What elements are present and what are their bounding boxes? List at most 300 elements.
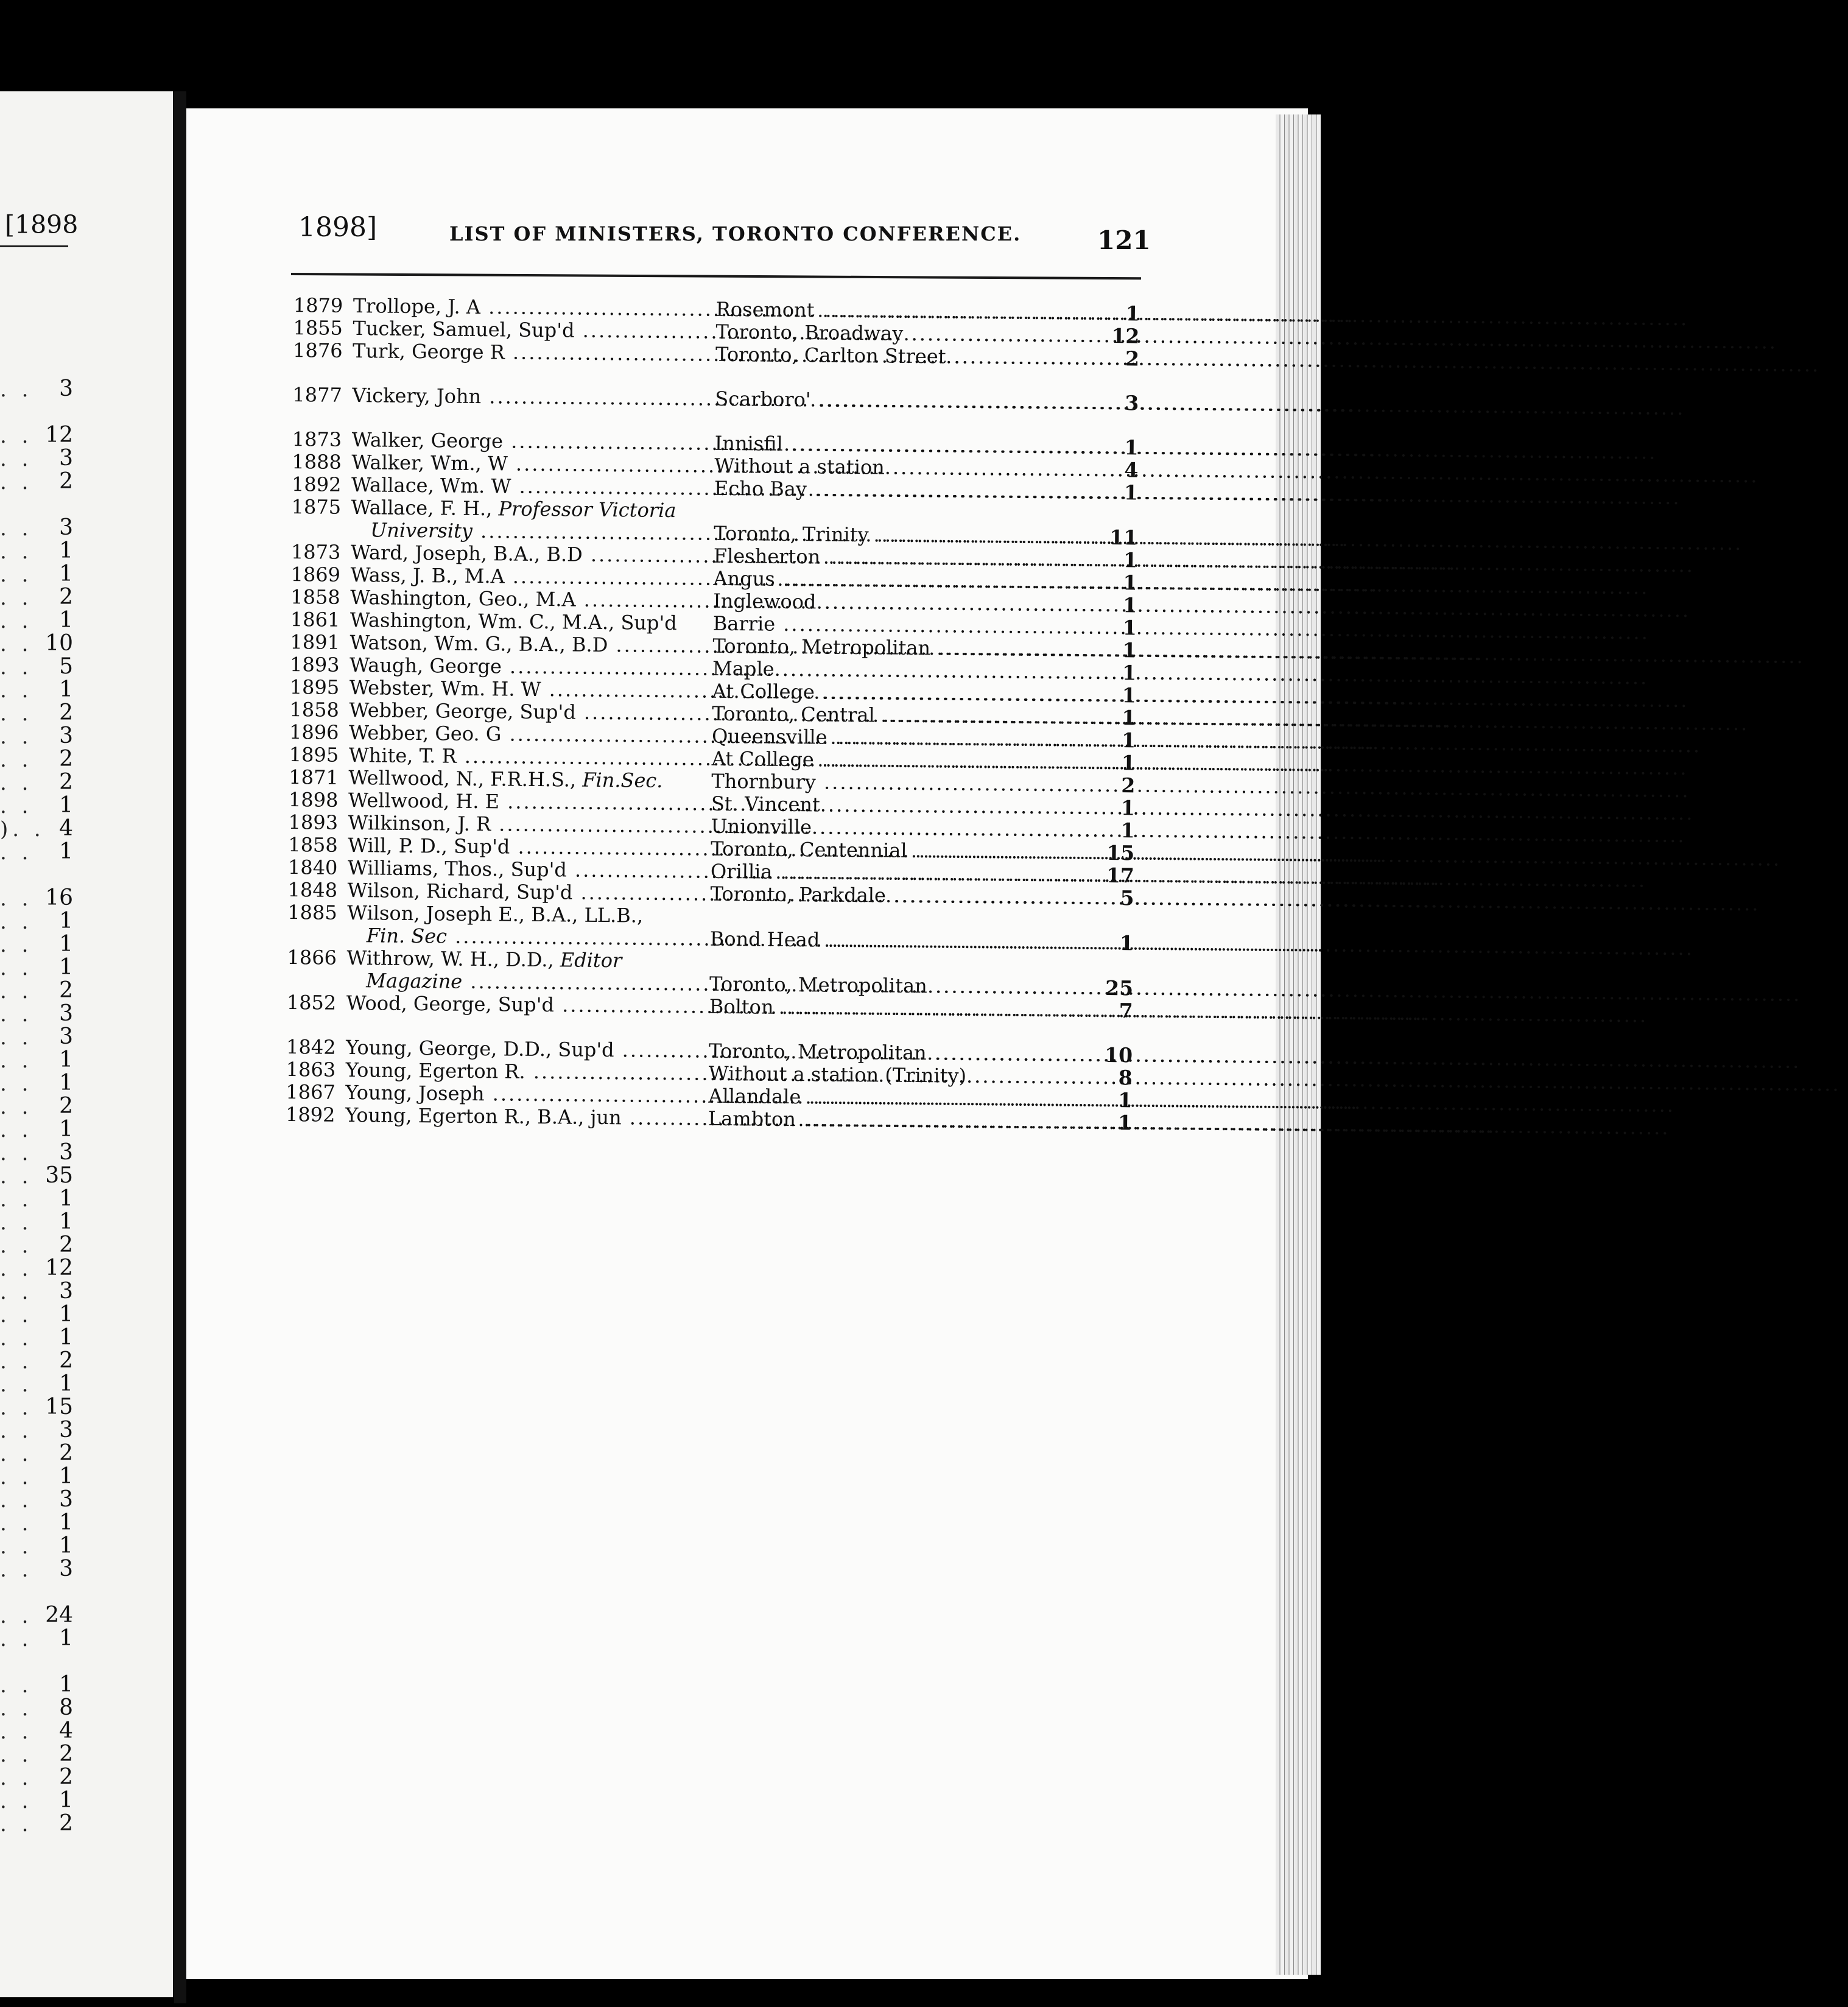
facing-page-leader: . . bbox=[0, 516, 33, 541]
facing-page-row bbox=[0, 1025, 173, 1049]
minister-name-text: Watson, Wm. G., B.A., B.D bbox=[350, 631, 608, 657]
facing-page-number: 2 bbox=[59, 1441, 73, 1466]
facing-page-row bbox=[0, 470, 173, 493]
years-count: 10 bbox=[1104, 1042, 1133, 1067]
facing-page-leader: . . bbox=[0, 447, 33, 471]
facing-page-number: 4 bbox=[59, 816, 73, 841]
facing-page-number: 1 bbox=[59, 608, 73, 633]
facing-page-leader: . . bbox=[0, 1465, 33, 1489]
facing-page-leader: . . bbox=[0, 378, 33, 402]
facing-page-row bbox=[0, 424, 173, 447]
station: At College ..... bbox=[712, 747, 1095, 774]
facing-page-row bbox=[0, 1720, 173, 1743]
facing-page-leader: . . bbox=[0, 748, 33, 772]
minister-name-text: Turk, George R bbox=[352, 339, 505, 364]
facing-page-row bbox=[0, 1002, 173, 1025]
minister-name-text: Wallace, Wm. W bbox=[351, 473, 511, 498]
facing-page-leader: . . bbox=[0, 910, 33, 934]
facing-page-row bbox=[0, 655, 173, 678]
facing-page-leader: . . bbox=[0, 678, 33, 703]
facing-page-leader: . . bbox=[0, 1025, 33, 1050]
facing-page-number: 2 bbox=[59, 1811, 73, 1836]
facing-page-leader: . . bbox=[0, 1280, 33, 1304]
station: Lambton ..... bbox=[708, 1107, 1092, 1134]
entry-year: 1879 bbox=[293, 293, 343, 317]
facing-page-number: 1 bbox=[59, 561, 73, 586]
minister-name bbox=[352, 384, 711, 410]
station: Barrie ..... bbox=[713, 612, 1097, 639]
facing-page-leader: . . bbox=[0, 1002, 33, 1027]
facing-page-row bbox=[0, 1465, 173, 1488]
facing-page-number: 1 bbox=[59, 1117, 73, 1142]
facing-page-leader: . . bbox=[0, 1627, 33, 1651]
facing-page-number: 1 bbox=[59, 1186, 73, 1211]
years-count: 1 bbox=[1120, 796, 1136, 820]
facing-page-leader: . . bbox=[0, 771, 33, 795]
facing-page-number: 3 bbox=[59, 446, 73, 471]
station: Toronto, Metropolitan ..... bbox=[712, 634, 1096, 661]
facing-page-number: 1 bbox=[59, 538, 73, 563]
entry-year: 1858 bbox=[288, 833, 338, 857]
facing-page-row bbox=[0, 1673, 173, 1696]
facing-page-leader: . . bbox=[0, 1604, 33, 1628]
facing-page-number: 15 bbox=[45, 1394, 73, 1419]
facing-page-row bbox=[0, 701, 173, 725]
ministers-list bbox=[279, 293, 1146, 1133]
facing-page-leader: ). . bbox=[0, 817, 45, 842]
facing-page-number: 16 bbox=[45, 885, 73, 910]
facing-page-number: 1 bbox=[59, 1510, 73, 1535]
entry-year: 1898 bbox=[288, 788, 339, 812]
facing-page-row bbox=[0, 1303, 173, 1326]
entry-year: 1893 bbox=[289, 653, 340, 677]
years-count: 8 bbox=[1118, 1066, 1133, 1090]
facing-page-row bbox=[0, 1280, 173, 1303]
station: Bolton ..... bbox=[709, 995, 1093, 1022]
facing-page-leader: . . bbox=[0, 1072, 33, 1096]
facing-page-leader: . . bbox=[0, 609, 33, 633]
facing-page-leader: . . bbox=[0, 632, 33, 656]
minister-name-text: Young, Egerton R., B.A., jun bbox=[345, 1103, 622, 1130]
facing-page-leader: . . bbox=[0, 1326, 33, 1351]
facing-page-header: [1898 bbox=[5, 210, 79, 239]
station: Allandale ..... bbox=[708, 1084, 1092, 1111]
facing-page-row bbox=[0, 1118, 173, 1141]
years-count: 2 bbox=[1125, 346, 1140, 371]
entry-year: 1895 bbox=[289, 743, 339, 767]
facing-page-number: 3 bbox=[59, 723, 73, 748]
station: Unionville ..... bbox=[711, 815, 1094, 842]
facing-page bbox=[0, 91, 173, 1997]
facing-page-number: 1 bbox=[59, 909, 73, 933]
facing-page-number: 1 bbox=[59, 1209, 73, 1234]
running-head-title: LIST OF MINISTERS, TORONTO CONFERENCE. bbox=[449, 222, 1022, 245]
entry-year: 1891 bbox=[290, 630, 340, 654]
minister-name-text: Wellwood, N., F.R.H.S., bbox=[348, 766, 577, 792]
station: Scarboro' ..... bbox=[715, 387, 1098, 414]
facing-page-row bbox=[0, 1743, 173, 1766]
facing-page-row bbox=[0, 540, 173, 563]
station: Angus ..... bbox=[713, 567, 1097, 594]
minister-name-text: White, T. R bbox=[348, 743, 457, 768]
facing-page-number: 1 bbox=[59, 839, 73, 864]
facing-page-leader: . . bbox=[0, 1234, 33, 1258]
facing-page-leader: . . bbox=[0, 956, 33, 980]
facing-page-row bbox=[0, 771, 173, 794]
station: Orillia ..... bbox=[711, 860, 1094, 887]
entry-year: 1895 bbox=[289, 675, 340, 699]
facing-page-row bbox=[0, 1766, 173, 1789]
facing-page-leader: . . bbox=[0, 1673, 33, 1698]
years-count: 4 bbox=[1124, 458, 1139, 482]
facing-page-row bbox=[0, 516, 173, 540]
years-count: 1 bbox=[1123, 548, 1138, 572]
minister-name-text: Young, Joseph bbox=[345, 1080, 485, 1106]
minister-name-text: Vickery, John bbox=[352, 384, 482, 409]
facing-page-leader: . . bbox=[0, 1558, 33, 1582]
minister-title-italic: University bbox=[370, 518, 473, 543]
facing-page-leader: . . bbox=[0, 563, 33, 587]
facing-page-number: 1 bbox=[59, 1070, 73, 1095]
facing-page-number: 1 bbox=[59, 1302, 73, 1327]
facing-page-row bbox=[0, 794, 173, 817]
facing-page-leader: . . bbox=[0, 701, 33, 726]
facing-page-row bbox=[0, 1627, 173, 1650]
entry-year: 1888 bbox=[292, 450, 342, 474]
facing-page-row bbox=[0, 956, 173, 979]
station: Toronto, Metropolitan ..... bbox=[709, 972, 1093, 999]
facing-page-row bbox=[0, 840, 173, 863]
facing-page-row bbox=[0, 748, 173, 771]
facing-page-leader: . . bbox=[0, 887, 33, 911]
facing-page-leader: . . bbox=[0, 1187, 33, 1212]
facing-page-leader: . . bbox=[0, 1257, 33, 1281]
minister-name-text: Ward, Joseph, B.A., B.D bbox=[350, 541, 583, 566]
minister-name-text: Williams, Thos., Sup'd bbox=[347, 856, 567, 882]
facing-page-row bbox=[0, 609, 173, 632]
minister-name bbox=[346, 991, 706, 1018]
entry-year: 1896 bbox=[289, 720, 339, 744]
entry-year: 1848 bbox=[287, 878, 338, 902]
years-count: 1 bbox=[1122, 683, 1136, 708]
facing-page-leader: . . bbox=[0, 1696, 33, 1721]
facing-page-leader: . . bbox=[0, 1349, 33, 1374]
facing-page-number: 12 bbox=[45, 423, 73, 448]
facing-page-number: 3 bbox=[59, 1487, 73, 1512]
minister-row bbox=[286, 383, 1145, 414]
facing-page-number: 1 bbox=[59, 932, 73, 957]
facing-page-number: 2 bbox=[59, 585, 73, 610]
minister-name-text: Walker, Wm., W bbox=[351, 451, 508, 476]
facing-page-row bbox=[0, 632, 173, 655]
minister-title-italic: Fin.Sec. bbox=[582, 768, 663, 792]
facing-page-number: 3 bbox=[59, 1418, 73, 1443]
minister-name-text: Washington, Geo., M.A bbox=[350, 586, 576, 611]
station: At College ..... bbox=[712, 680, 1096, 706]
facing-page-number: 3 bbox=[59, 515, 73, 540]
years-count: 1 bbox=[1121, 751, 1136, 775]
facing-page-row bbox=[0, 1650, 173, 1673]
facing-page-number: 2 bbox=[59, 469, 73, 494]
station: Without a station (Trinity) ..... bbox=[709, 1062, 1092, 1089]
entry-year: 1877 bbox=[292, 383, 343, 407]
minister-title-italic: Professor Victoria bbox=[498, 497, 676, 522]
minister-name-text: Young, George, D.D., Sup'd bbox=[345, 1035, 614, 1062]
minister-name-text: Trollope, J. A bbox=[353, 294, 481, 319]
facing-page-row bbox=[0, 1812, 173, 1835]
facing-page-row bbox=[0, 1558, 173, 1581]
years-count: 1 bbox=[1124, 435, 1139, 460]
facing-page-row bbox=[0, 1326, 173, 1349]
facing-page-number: 3 bbox=[59, 1024, 73, 1049]
facing-page-row bbox=[0, 1141, 173, 1164]
entry-year: 1885 bbox=[287, 901, 337, 924]
minister-name-text: Young, Egerton R. bbox=[345, 1058, 525, 1083]
facing-page-leader: . . bbox=[0, 1141, 33, 1165]
minister-name-text: Will, P. D., Sup'd bbox=[348, 833, 510, 859]
facing-page-row bbox=[0, 725, 173, 748]
facing-page-row bbox=[0, 1511, 173, 1534]
facing-page-leader: . . bbox=[0, 1789, 33, 1813]
facing-page-number: 1 bbox=[59, 1672, 73, 1697]
facing-page-row bbox=[0, 1581, 173, 1604]
facing-page-number: 2 bbox=[59, 1742, 73, 1766]
facing-page-number: 1 bbox=[59, 1788, 73, 1813]
facing-page-leader: . . bbox=[0, 840, 33, 865]
entry-year: 1875 bbox=[291, 495, 342, 519]
minister-name-text: Webber, Geo. G bbox=[348, 721, 502, 746]
facing-page-row bbox=[0, 1789, 173, 1812]
entry-year: 1855 bbox=[293, 316, 343, 340]
facing-page-leader: . . bbox=[0, 1373, 33, 1397]
minister-name-text: Waugh, George bbox=[349, 653, 502, 678]
facing-page-row bbox=[0, 1696, 173, 1720]
minister-name-text: Wilkinson, J. R bbox=[348, 810, 491, 836]
facing-page-number: 1 bbox=[59, 1626, 73, 1651]
years-count bbox=[1101, 503, 1138, 504]
facing-page-leader: . . bbox=[0, 1720, 33, 1744]
entry-year: 1876 bbox=[292, 339, 343, 362]
facing-page-leader: . . bbox=[0, 1442, 33, 1466]
years-count: 5 bbox=[1120, 886, 1134, 910]
facing-page-row bbox=[0, 1187, 173, 1211]
facing-page-row bbox=[0, 447, 173, 470]
station: Queensville ..... bbox=[712, 725, 1095, 751]
facing-page-number: 1 bbox=[59, 1464, 73, 1489]
facing-page-leader: . . bbox=[0, 424, 33, 448]
facing-page-leader: . . bbox=[0, 1095, 33, 1119]
years-count: 1 bbox=[1122, 593, 1137, 617]
facing-page-row bbox=[0, 1419, 173, 1442]
facing-page-leader: . . bbox=[0, 586, 33, 610]
facing-page-leader: . . bbox=[0, 725, 33, 749]
facing-page-leader: . . bbox=[0, 1164, 33, 1189]
page-number: 121 bbox=[1097, 225, 1151, 255]
facing-page-row bbox=[0, 887, 173, 910]
minister-name-text: Wilson, Richard, Sup'd bbox=[347, 878, 573, 904]
station: Thornbury ..... bbox=[711, 770, 1095, 796]
facing-page-leader: . . bbox=[0, 1049, 33, 1073]
facing-page-number: 1 bbox=[59, 677, 73, 702]
minister-name-text: Walker, George bbox=[351, 428, 504, 453]
minister-name-text: Washington, Wm. C., M.A., Sup'd bbox=[350, 608, 677, 635]
facing-page-leader: . . bbox=[0, 655, 33, 680]
years-count: 1 bbox=[1118, 1088, 1133, 1112]
facing-page-number: 3 bbox=[59, 1556, 73, 1581]
facing-page-number: 1 bbox=[59, 1371, 73, 1396]
facing-page-leader: . . bbox=[0, 1534, 33, 1559]
facing-page-number: 1 bbox=[59, 1047, 73, 1072]
years-count: 12 bbox=[1111, 323, 1140, 348]
years-count: 25 bbox=[1105, 975, 1134, 1000]
facing-page-number: 3 bbox=[59, 1001, 73, 1026]
facing-page-row bbox=[0, 817, 173, 840]
years-count: 1 bbox=[1122, 638, 1137, 663]
station: Echo Bay ..... bbox=[714, 477, 1098, 504]
facing-page-leader: . . bbox=[0, 1396, 33, 1420]
facing-page-number: 3 bbox=[59, 1140, 73, 1165]
facing-page-row bbox=[0, 401, 173, 424]
facing-page-leader: . . bbox=[0, 1419, 33, 1443]
facing-page-row bbox=[0, 678, 173, 701]
facing-page-row bbox=[0, 1049, 173, 1072]
facing-page-row bbox=[0, 1373, 173, 1396]
entry-year: 1861 bbox=[290, 608, 340, 631]
facing-page-number: 10 bbox=[45, 631, 73, 656]
facing-page-number: 1 bbox=[59, 955, 73, 980]
minister-name-text: Wood, George, Sup'd bbox=[346, 991, 555, 1017]
facing-page-number: 12 bbox=[45, 1256, 73, 1281]
facing-page-row bbox=[0, 863, 173, 887]
station: Toronto, Metropolitan ..... bbox=[709, 1039, 1092, 1066]
facing-page-number: 2 bbox=[59, 700, 73, 725]
minister-name bbox=[345, 1103, 704, 1130]
minister-title-italic: Magazine bbox=[365, 969, 463, 993]
minister-name-text: Wilson, Joseph E., B.A., LL.B., bbox=[347, 901, 644, 927]
facing-page-row bbox=[0, 1534, 173, 1558]
minister-name-text: Withrow, W. H., D.D., bbox=[346, 946, 554, 972]
facing-page-number: 2 bbox=[59, 1232, 73, 1257]
station: Toronto, Broadway ..... bbox=[715, 320, 1099, 347]
facing-page-leader: . . bbox=[0, 1118, 33, 1142]
years-count: 11 bbox=[1109, 525, 1138, 550]
station: Toronto, Trinity ..... bbox=[714, 522, 1097, 549]
entry-year: 1871 bbox=[289, 765, 339, 789]
years-count: 1 bbox=[1122, 661, 1137, 685]
entry-year: 1840 bbox=[287, 856, 338, 879]
years-count: 1 bbox=[1120, 818, 1135, 843]
entry-year: 1863 bbox=[286, 1058, 336, 1081]
entry-year: 1867 bbox=[286, 1080, 336, 1104]
facing-page-leader: . . bbox=[0, 540, 33, 564]
facing-page-row bbox=[0, 586, 173, 609]
station: Toronto, Centennial ..... bbox=[711, 837, 1094, 864]
entry-year: 1892 bbox=[285, 1103, 336, 1127]
facing-page-leader: . . bbox=[0, 470, 33, 494]
facing-page-number: 2 bbox=[59, 1348, 73, 1373]
entry-year: 1852 bbox=[286, 991, 337, 1014]
facing-page-leader: . . bbox=[0, 1511, 33, 1536]
years-count: 1 bbox=[1117, 1111, 1133, 1135]
facing-page-row bbox=[0, 1349, 173, 1373]
station: Maple ..... bbox=[712, 657, 1096, 684]
minister-name-text: Webber, George, Sup'd bbox=[349, 698, 576, 724]
years-count: 1 bbox=[1119, 931, 1134, 955]
running-head-year: 1898] bbox=[298, 212, 378, 243]
facing-page-number: 8 bbox=[59, 1695, 73, 1720]
facing-page-row bbox=[0, 1442, 173, 1465]
entry-year: 1892 bbox=[291, 473, 342, 496]
years-count: 2 bbox=[1121, 773, 1136, 798]
entry-year: 1866 bbox=[287, 946, 337, 969]
years-count: 3 bbox=[1125, 391, 1139, 415]
minister-name-text: Wallace, F. H., bbox=[351, 496, 493, 521]
facing-page-leader: . . bbox=[0, 1211, 33, 1235]
facing-page-leader: . . bbox=[0, 1766, 33, 1790]
facing-page-number: 4 bbox=[59, 1718, 73, 1743]
facing-page-row bbox=[0, 1234, 173, 1257]
minister-title-italic: Editor bbox=[560, 948, 622, 972]
facing-page-row bbox=[0, 1257, 173, 1280]
station: Bond Head ..... bbox=[710, 927, 1094, 954]
facing-page-row bbox=[0, 979, 173, 1002]
facing-page-number: 1 bbox=[59, 1533, 73, 1558]
station: Flesherton ..... bbox=[714, 544, 1097, 571]
minister-name-text: Wellwood, H. E bbox=[348, 788, 500, 814]
minister-name-text: Tucker, Samuel, Sup'd bbox=[353, 317, 575, 342]
facing-page-number: 2 bbox=[59, 978, 73, 1003]
station: Inglewood ..... bbox=[713, 589, 1097, 616]
facing-page-row bbox=[0, 563, 173, 586]
facing-page-row bbox=[0, 1604, 173, 1627]
facing-page-row bbox=[0, 933, 173, 956]
facing-page-number: 3 bbox=[59, 1279, 73, 1304]
entry-year: 1842 bbox=[286, 1035, 336, 1059]
entry-year: 1873 bbox=[290, 540, 341, 564]
years-count: 1 bbox=[1122, 706, 1136, 730]
years-count: 1 bbox=[1122, 616, 1137, 640]
station: Toronto, Central ..... bbox=[712, 702, 1095, 729]
facing-page-row bbox=[0, 1396, 173, 1419]
facing-page-row bbox=[0, 1095, 173, 1118]
years-count: 1 bbox=[1125, 301, 1140, 326]
years-count: 15 bbox=[1106, 840, 1135, 865]
facing-page-row bbox=[0, 1211, 173, 1234]
minister-name-text: Wass, J. B., M.A bbox=[350, 563, 505, 588]
entry-year: 1869 bbox=[290, 563, 341, 586]
facing-page-row bbox=[0, 1072, 173, 1095]
facing-page-number: 3 bbox=[59, 376, 73, 401]
years-count: 1 bbox=[1121, 728, 1136, 753]
facing-page-leader: . . bbox=[0, 933, 33, 957]
station: Rosemont ..... bbox=[716, 298, 1100, 325]
facing-page-leader: . . bbox=[0, 979, 33, 1004]
station: Toronto, Carlton Street ..... bbox=[715, 343, 1099, 370]
facing-page-row bbox=[0, 1488, 173, 1511]
station: Innisfil ..... bbox=[714, 432, 1098, 459]
station: Toronto, Parkdale ..... bbox=[710, 882, 1094, 909]
station: Without a station ..... bbox=[714, 454, 1098, 481]
minister-name-text: Webster, Wm. H. W bbox=[349, 676, 541, 701]
facing-page-leader: . . bbox=[0, 1303, 33, 1327]
years-count: 1 bbox=[1123, 571, 1137, 595]
facing-page-leader: . . bbox=[0, 1743, 33, 1767]
entry-year: 1858 bbox=[289, 698, 340, 722]
entry-year: 1873 bbox=[292, 427, 342, 451]
entry-year: 1893 bbox=[288, 810, 339, 834]
facing-page-number: 24 bbox=[45, 1603, 73, 1628]
facing-page-number: 1 bbox=[59, 793, 73, 818]
